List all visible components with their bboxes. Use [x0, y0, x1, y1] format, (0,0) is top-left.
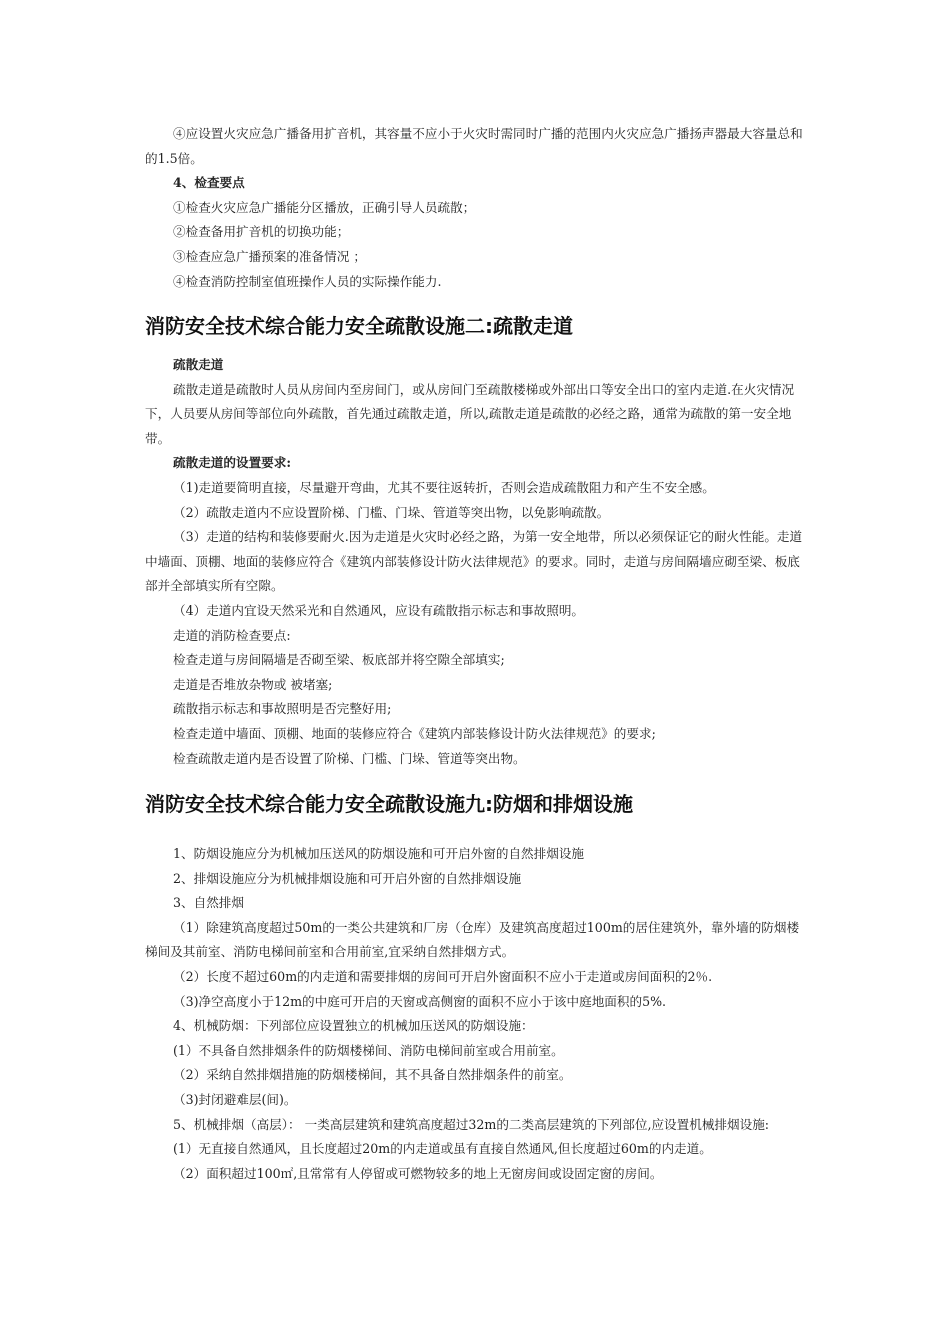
list-item: ③检查应急广播预案的准备情况 ；	[173, 248, 366, 264]
section-corridor	[145, 353, 807, 771]
list-item: 5、机械排烟（高层）： 一类高层建筑和建筑高度超过32m的二类高层建筑的下列部位,应设置机械排烟设施:	[173, 1116, 770, 1132]
requirement-item: （1)走道要简明直接，尽量避开弯曲，尤其不要往返转折，否则会造成疏散阻力和产生不安全感。	[173, 479, 715, 495]
list-item: 3、自然排烟	[173, 895, 244, 911]
check-item: 检查走道中墙面、顶棚、地面的装修应符合《建筑内部装修设计防火法律规范》的要求;	[173, 725, 656, 741]
section-smoke-control	[145, 842, 807, 1186]
check-item: 检查走道与房间隔墙是否砌至梁、板底部并将空隙全部填实;	[173, 652, 505, 668]
subheading: 疏散走道的设置要求:	[173, 455, 291, 471]
title-evacuation-corridor: 消防安全技术综合能力安全疏散设施二:疏散走道	[145, 314, 573, 338]
paragraph: 疏散走道是疏散时人员从房间内至房间门，或从房间门至疏散楼梯或外部出口等安全出口的室内走道.在火灾情况下，人员要从房间等部位向外疏散，首先通过疏散走道，所以,疏散走道是疏散的必经之路，通常为疏散的第一安全地带。	[145, 381, 795, 446]
list-item: （1）除建筑高度超过50m的一类公共建筑和厂房（仓库）及建筑高度超过100m的居住建筑外，靠外墙的防烟楼梯间及其前室、消防电梯间前室和合用前室,宜采纳自然排烟方式。	[145, 919, 800, 960]
check-item: 疏散指示标志和事故照明是否完整好用;	[173, 701, 392, 717]
section-heading: 4、检查要点	[173, 175, 245, 191]
list-item: （2）面积超过100㎡,且常常有人停留或可燃物较多的地上无窗房间或设固定窗的房间。	[173, 1165, 663, 1181]
list-item: （2）长度不超过60m的内走道和需要排烟的房间可开启外窗面积不应小于走道或房间面积的2％.	[173, 968, 713, 984]
list-item: 1、防烟设施应分为机械加压送风的防烟设施和可开启外窗的自然排烟设施	[173, 846, 585, 861]
list-item: ④检查消防控制室值班操作人员的实际操作能力.	[173, 273, 442, 289]
title-smoke-control: 消防安全技术综合能力安全疏散设施九:防烟和排烟设施	[145, 792, 633, 816]
list-item: 4、机械防烟：下列部位应设置独立的机械加压送风的防烟设施：	[173, 1018, 534, 1034]
list-item: (1）无直接自然通风，且长度超过20m的内走道或虽有直接自然通风,但长度超过60m的内走道。	[173, 1141, 712, 1157]
list-item: 2、排烟设施应分为机械排烟设施和可开启外窗的自然排烟设施	[173, 870, 522, 886]
paragraph: ④应设置火灾应急广播备用扩音机，其容量不应小于火灾时需同时广播的范围内火灾应急广播扬声器最大容量总和的1.5倍。	[145, 126, 803, 166]
subheading: 疏散走道	[173, 357, 224, 372]
requirement-item: （2）疏散走道内不应设置阶梯、门槛、门垛、管道等突出物，以免影响疏散。	[173, 504, 610, 520]
list-item: （3)封闭避难层(间)。	[173, 1091, 297, 1107]
list-item: ②检查备用扩音机的切换功能；	[173, 224, 350, 240]
list-item: ①检查火灾应急广播能分区播放，正确引导人员疏散；	[173, 199, 476, 215]
requirement-item: （3）走道的结构和装修要耐火.因为走道是火灾时必经之路，为第一安全地带，所以必须保证它的耐火性能。走道中墙面、顶棚、地面的装修应符合《建筑内部装修设计防火法律规范》的要求。同时，走道与房间隔墙应砌至梁、板底部并全部填实所有空隙。	[145, 529, 803, 594]
check-item: 检查疏散走道内是否设置了阶梯、门槛、门垛、管道等突出物。	[173, 750, 526, 766]
check-title: 走道的消防检查要点:	[173, 627, 291, 643]
check-item: 走道是否堆放杂物或 被堵塞;	[173, 676, 333, 692]
list-item: (1）不具备自然排烟条件的防烟楼梯间、消防电梯间前室或合用前室。	[173, 1042, 564, 1058]
list-item: （2）采纳自然排烟措施的防烟楼梯间，其不具备自然排烟条件的前室。	[173, 1067, 572, 1083]
list-item: （3)净空高度小于12m的中庭可开启的天窗或高侧窗的面积不应小于该中庭地面积的5%.	[173, 993, 667, 1009]
requirement-item: （4）走道内宜设天然采光和自然通风，应设有疏散指示标志和事故照明。	[173, 602, 585, 618]
section-broadcast	[145, 122, 807, 294]
